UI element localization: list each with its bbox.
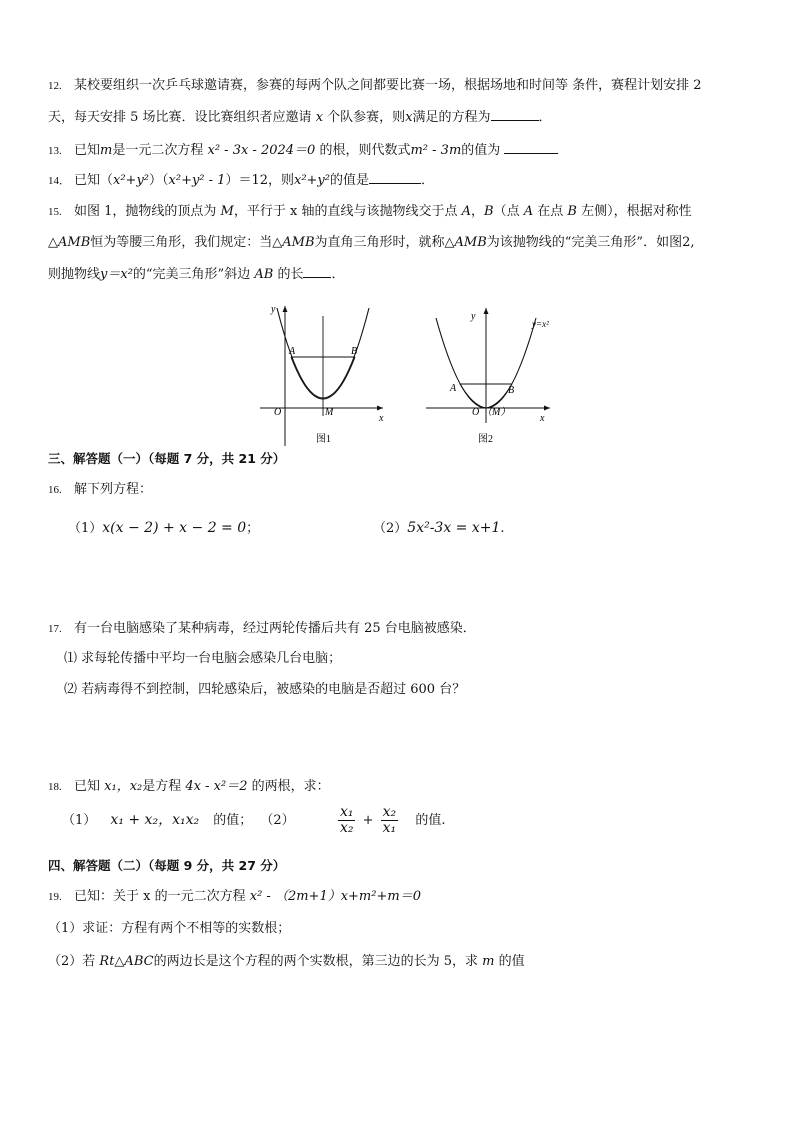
punctuation: ．	[421, 173, 435, 188]
answer-blank[interactable]	[491, 108, 539, 121]
figure-1	[255, 298, 395, 448]
question-15	[48, 203, 692, 221]
question-text: 是方程	[142, 779, 182, 794]
vertex-label: （M）	[482, 407, 511, 418]
question-text: 已知（	[74, 173, 114, 188]
figure-2	[422, 298, 572, 448]
section-3-heading: 三、解答题（一）（每题 7 分，共 21 分）	[48, 451, 286, 466]
question-text: ）（	[149, 173, 169, 188]
question-number: 15.	[48, 206, 62, 218]
fraction-x1-over-x2: $\frac{\text{x₁}}{\text{x₂}}$	[339, 804, 354, 836]
question-text: 是一元二次方程	[112, 143, 204, 158]
triangle-label: △AMB	[444, 235, 487, 250]
question-19-sub2	[48, 953, 525, 971]
point-label: A	[461, 204, 471, 219]
point-a-label: A	[450, 383, 457, 394]
question-text: 已知：关于 x 的一元二次方程	[74, 889, 246, 904]
question-number: 17.	[48, 623, 62, 635]
question-16	[48, 481, 152, 499]
equation: 5x²-3x = x+1	[407, 520, 501, 536]
triangle-label: △AMB	[48, 235, 91, 250]
question-text: 的根，则代数式	[319, 143, 411, 158]
x-label: x	[540, 413, 545, 424]
question-12	[48, 77, 702, 95]
figure-caption: 图1	[316, 434, 331, 445]
plus-sign: +	[362, 813, 374, 828]
question-text: 则抛物线	[48, 267, 101, 282]
question-text: 某校要组织一次乒乓球邀请赛，参赛的每两个队之间都要比赛一场，根据场地和时间等 条件，赛程计划安排 2	[74, 78, 702, 93]
question-text: 天，每天安排 5 场比赛．设比赛组织者应邀请	[48, 110, 312, 125]
variable: x	[315, 110, 324, 125]
point-label: A	[523, 204, 534, 219]
x-label: x	[379, 413, 384, 424]
question-number: 12.	[48, 80, 62, 92]
equation: x² - （2m+1）x+m²+m＝0	[249, 889, 421, 904]
question-text: 的长	[277, 267, 304, 282]
question-19-sub1: （1）求证：方程有两个不相等的实数根；	[48, 921, 291, 936]
y-arrow-icon	[283, 306, 288, 312]
question-text: 已知	[74, 779, 101, 794]
question-text: 为直角三角形时，就称	[314, 235, 445, 250]
question-text: 已知	[74, 143, 101, 158]
question-text: （2）若	[48, 954, 96, 969]
punctuation: ．	[538, 110, 552, 125]
expression: x²+y²	[294, 173, 330, 188]
punctuation: ．	[331, 267, 345, 282]
part-label: （1）	[62, 813, 97, 828]
question-text: 解下列方程：	[74, 482, 153, 497]
expression: x²+y²	[113, 173, 150, 188]
equation: 4x - x²＝2	[185, 779, 248, 794]
punctuation: ，	[471, 204, 485, 219]
section-4-heading: 四、解答题（二）（每题 9 分，共 27 分）	[48, 858, 286, 873]
expression: x²+y² - 1	[168, 173, 226, 188]
question-text: 的值；	[213, 813, 253, 828]
question-text: 的两根，求：	[251, 779, 330, 794]
curve-label: y=x²	[532, 319, 549, 329]
expression: m² - 3m	[410, 143, 462, 158]
point-label: M	[220, 204, 234, 219]
variable: x	[405, 110, 413, 125]
point-b-label: B	[508, 385, 515, 396]
question-19	[48, 888, 421, 906]
question-15-line2	[48, 234, 694, 252]
question-18-parts	[62, 800, 445, 841]
question-12-line2	[48, 108, 552, 127]
point-label: B	[484, 204, 494, 219]
question-text: 个队参赛，则	[327, 110, 406, 125]
question-text: 的值是	[330, 173, 370, 188]
punctuation: .	[500, 521, 505, 536]
question-number: 19.	[48, 891, 62, 903]
question-17-sub1: ⑴ 求每轮传播中平均一台电脑会感染几台电脑；	[64, 651, 342, 666]
triangle-label: △AMB	[272, 235, 315, 250]
variable: m	[482, 954, 495, 969]
y-arrow-icon	[484, 308, 489, 314]
question-text: 有一台电脑感染了某种病毒，经过两轮传播后共有 25 台电脑被感染．	[74, 621, 476, 636]
question-number: 18.	[48, 781, 62, 793]
segment-label: AB	[254, 267, 274, 282]
part-label: （2）	[260, 813, 295, 828]
question-18	[48, 778, 330, 796]
question-text: 的值为	[461, 143, 501, 158]
punctuation: ；	[246, 521, 260, 536]
expression: x₁ + x₂，x₁x₂	[110, 812, 200, 828]
point-label: B	[567, 204, 577, 219]
answer-blank[interactable]	[369, 171, 421, 184]
x-arrow-icon	[544, 406, 550, 411]
y-label: y	[271, 304, 276, 315]
question-number: 16.	[48, 484, 62, 496]
question-13: 13. 已知m是一元二次方程 x² - 3x - 2024＝0 的根，则代数式m² - 3m的值为	[48, 141, 558, 160]
question-text: 的两边长是这个方程的两个实数根，第三边的长为 5，求	[153, 954, 478, 969]
answer-blank[interactable]	[504, 141, 558, 154]
question-text: 为该抛物线的“完美三角形”．如图2,	[486, 235, 695, 250]
question-text: 的“完美三角形”斜边	[132, 267, 251, 282]
question-text: 左侧），根据对称性	[581, 204, 692, 219]
variables: x₁，x₂	[104, 779, 143, 794]
question-16-part2	[373, 519, 505, 538]
question-16-part1	[68, 519, 259, 538]
equation: x(x − 2) + x − 2 = 0	[102, 520, 247, 536]
question-17-sub2: ⑵ 若病毒得不到控制，四轮感染后，被感染的电脑是否超过 600 台？	[64, 682, 466, 697]
question-17	[48, 620, 476, 638]
question-14	[48, 171, 434, 190]
point-b-label: B	[351, 346, 358, 357]
origin-label: O	[472, 407, 480, 418]
question-text: 在点	[537, 204, 564, 219]
equation: x² - 3x - 2024＝0	[207, 143, 316, 158]
equation: y＝x²	[100, 267, 133, 282]
answer-blank[interactable]	[303, 265, 331, 278]
question-number: 13.	[48, 145, 62, 157]
question-text: 恒为等腰三角形，我们规定：当	[90, 235, 273, 250]
part-label: （2）	[373, 521, 408, 536]
question-number: 14．	[48, 175, 70, 187]
triangle-label: Rt△ABC	[99, 954, 154, 969]
origin-label: O	[274, 407, 282, 418]
question-text: 的值	[498, 954, 525, 969]
fraction-x2-over-x1: $\frac{\text{x₂}}{\text{x₁}}$	[382, 804, 397, 836]
y-label: y	[471, 311, 476, 322]
figure-caption: 图2	[478, 434, 493, 445]
question-text: ）＝12，则	[225, 173, 294, 188]
part-label: （1）	[68, 521, 103, 536]
question-text: 如图 1，抛物线的顶点为	[74, 204, 217, 219]
question-15-line3	[48, 265, 344, 284]
question-text: （点	[493, 204, 520, 219]
vertex-label: M	[325, 407, 334, 418]
question-text: 的值.	[415, 813, 446, 828]
question-text: ，平行于 x 轴的直线与该抛物线交于点	[233, 204, 458, 219]
question-text: 满足的方程为	[412, 110, 491, 125]
point-a-label: A	[289, 346, 296, 357]
x-arrow-icon	[377, 406, 383, 411]
